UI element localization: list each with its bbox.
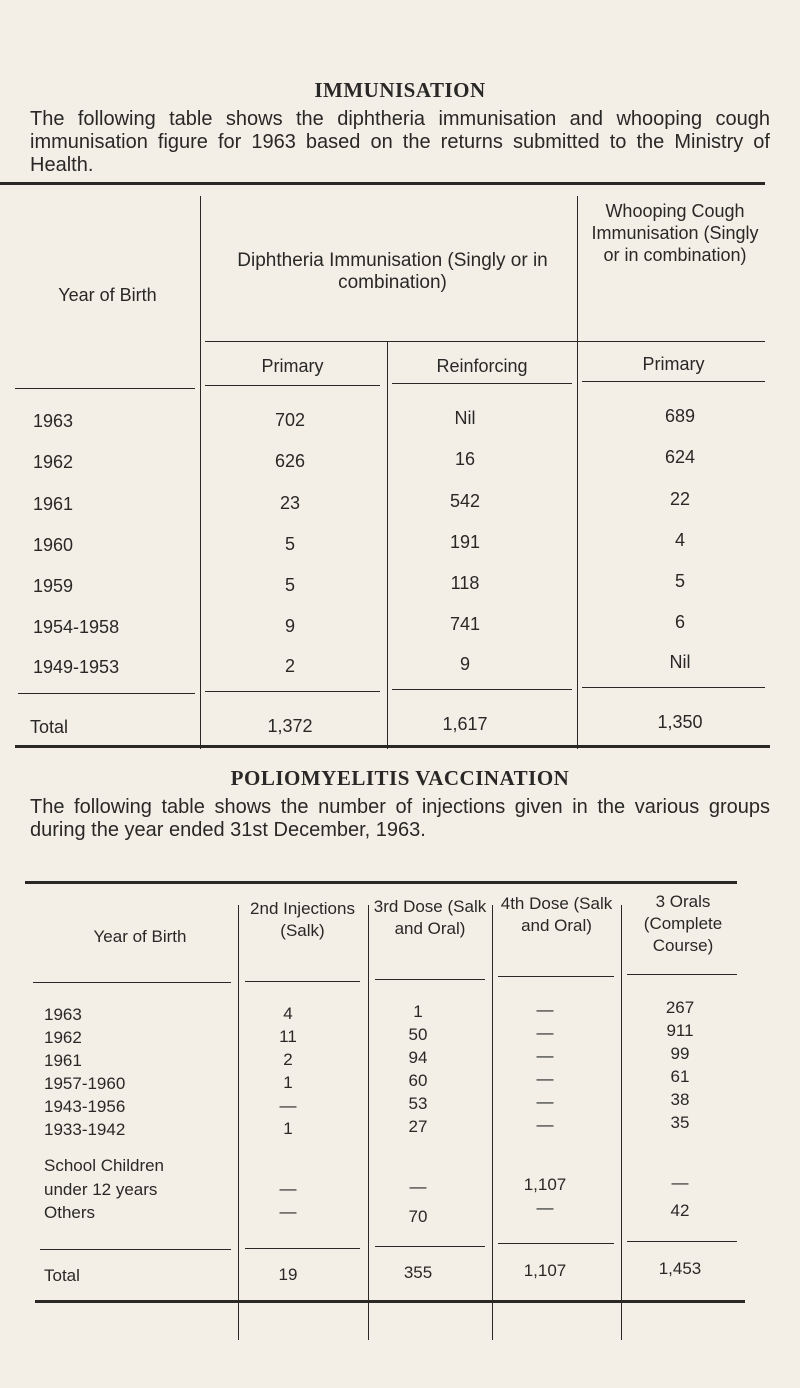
header-bottom-rule	[498, 976, 614, 977]
fourth-cell: —	[536, 1115, 554, 1134]
year-cell: School Children	[44, 1156, 165, 1175]
fourth-cell: 1,107	[523, 1175, 567, 1194]
year-cell: 1962	[44, 1028, 82, 1047]
year-cell: 1949-1953	[33, 657, 120, 677]
fourth-cell: —	[536, 1046, 554, 1065]
fourth-cell: —	[536, 1000, 554, 1019]
third-cell: 94	[408, 1048, 428, 1067]
orals-cell: 267	[665, 998, 695, 1017]
second-cell: —	[279, 1096, 297, 1115]
header-bottom-rule	[627, 974, 737, 975]
second-cell: —	[279, 1202, 297, 1221]
polio-intro: The following table shows the number of injections given in the various groups during the year ended 31st December, 1963.	[30, 796, 770, 841]
third-cell: 53	[408, 1094, 428, 1113]
total-primary: 1,372	[267, 716, 313, 736]
primary-cell: 5	[284, 575, 295, 595]
orals-cell: 99	[670, 1044, 690, 1063]
orals-cell: 38	[670, 1090, 690, 1109]
second-cell: 1	[283, 1119, 293, 1138]
column-divider	[200, 196, 201, 749]
header-bottom-rule	[15, 388, 195, 389]
total-rule	[18, 693, 195, 694]
year-cell: 1957-1960	[44, 1074, 126, 1093]
orals-cell: 42	[670, 1201, 690, 1220]
header-subrule	[205, 341, 765, 342]
header-whooping-cough: Whooping Cough Immunisation (Singly or in combination)	[591, 201, 759, 265]
reinforcing-cell: 741	[449, 614, 481, 634]
immunisation-intro: The following table shows the diphtheria immunisation and whooping cough immunisation figure for 1963 based on the returns submitted to the Ministry of Health.	[30, 108, 770, 176]
reinforcing-cell: 118	[450, 573, 480, 593]
whooping-cell: Nil	[669, 652, 691, 672]
primary-cell: 23	[279, 493, 301, 513]
third-cell: 1	[413, 1002, 423, 1021]
total-rule	[582, 687, 765, 688]
whooping-cell: 6	[674, 612, 685, 632]
third-cell: 70	[408, 1207, 428, 1226]
whooping-cell: 689	[664, 406, 696, 426]
column-divider	[492, 905, 493, 1340]
reinforcing-cell: Nil	[454, 408, 476, 428]
total-second: 19	[278, 1265, 298, 1284]
total-rule	[627, 1241, 737, 1242]
orals-cell: 61	[670, 1067, 690, 1086]
header-bottom-rule	[205, 385, 380, 386]
fourth-cell: —	[536, 1023, 554, 1042]
year-cell: 1963	[44, 1005, 82, 1024]
header-diphtheria: Diphtheria Immunisation (Singly or in combination)	[237, 250, 548, 293]
total-rule	[40, 1249, 231, 1250]
total-rule	[245, 1248, 360, 1249]
table-top-rule	[25, 881, 737, 884]
second-cell: —	[279, 1179, 297, 1198]
header-bottom-rule	[33, 982, 231, 983]
primary-cell: 5	[284, 534, 295, 554]
year-cell: Others	[44, 1203, 96, 1222]
whooping-cell: 22	[669, 489, 691, 509]
third-cell: —	[409, 1177, 427, 1196]
header-year-of-birth: Year of Birth	[93, 927, 187, 946]
third-cell: 50	[408, 1025, 428, 1044]
primary-cell: 2	[284, 656, 295, 676]
fourth-cell: —	[536, 1198, 554, 1217]
year-cell: under 12 years	[44, 1180, 158, 1199]
third-cell: 60	[408, 1071, 428, 1090]
reinforcing-cell: 191	[449, 532, 481, 552]
second-cell: 4	[283, 1004, 293, 1023]
second-cell: 11	[279, 1027, 297, 1046]
year-cell: 1960	[33, 535, 74, 555]
total-rule	[392, 689, 572, 690]
orals-cell: 35	[670, 1113, 690, 1132]
header-bottom-rule	[392, 383, 572, 384]
orals-cell: —	[671, 1173, 689, 1192]
total-rule	[375, 1246, 485, 1247]
whooping-cell: 5	[674, 571, 685, 591]
reinforcing-cell: 9	[459, 654, 470, 674]
orals-cell: 911	[666, 1021, 694, 1040]
primary-cell: 9	[284, 616, 295, 636]
column-divider	[368, 905, 369, 1340]
total-reinforcing: 1,617	[442, 714, 488, 734]
header-4th-dose: 4th Dose (Salk and Oral)	[500, 894, 613, 935]
fourth-cell: —	[536, 1069, 554, 1088]
third-cell: 27	[408, 1117, 428, 1136]
total-rule	[498, 1243, 614, 1244]
column-divider	[387, 342, 388, 749]
immunisation-title: IMMUNISATION	[314, 78, 486, 102]
header-primary: Primary	[261, 356, 324, 376]
column-divider	[238, 905, 239, 1340]
reinforcing-cell: 542	[449, 491, 481, 511]
total-label: Total	[44, 1266, 80, 1285]
year-cell: 1933-1942	[44, 1120, 126, 1139]
column-divider	[577, 196, 578, 749]
header-3rd-dose: 3rd Dose (Salk and Oral)	[373, 897, 487, 938]
year-cell: 1963	[33, 411, 74, 431]
primary-cell: 626	[274, 451, 306, 471]
total-rule	[205, 691, 380, 692]
header-2nd-injections: 2nd Injections (Salk)	[250, 899, 355, 940]
whooping-cell: 624	[664, 447, 696, 467]
whooping-cell: 4	[674, 530, 685, 550]
primary-cell: 702	[274, 410, 306, 430]
header-reinforcing: Reinforcing	[436, 356, 528, 376]
second-cell: 2	[283, 1050, 293, 1069]
total-orals: 1,453	[658, 1259, 702, 1278]
second-cell: 1	[283, 1073, 293, 1092]
year-cell: 1954-1958	[33, 617, 120, 637]
fourth-cell: —	[536, 1092, 554, 1111]
header-bottom-rule	[582, 381, 765, 382]
header-3-orals: 3 Orals (Complete Course)	[643, 892, 723, 955]
year-cell: 1961	[33, 494, 74, 514]
table-bottom-rule	[35, 1300, 745, 1303]
header-bottom-rule	[375, 979, 485, 980]
total-label: Total	[30, 717, 69, 737]
header-bottom-rule	[245, 981, 360, 982]
header-year-of-birth: Year of Birth	[58, 285, 157, 305]
table-bottom-rule	[15, 745, 770, 748]
year-cell: 1959	[33, 576, 74, 596]
total-fourth: 1,107	[523, 1261, 567, 1280]
table-top-rule	[0, 182, 765, 185]
year-cell: 1943-1956	[44, 1097, 126, 1116]
reinforcing-cell: 16	[454, 449, 476, 469]
total-third: 355	[403, 1263, 433, 1282]
header-whooping-primary: Primary	[642, 354, 705, 374]
year-cell: 1962	[33, 452, 74, 472]
year-cell: 1961	[44, 1051, 82, 1070]
polio-title: POLIOMYELITIS VACCINATION	[230, 766, 570, 790]
total-whooping: 1,350	[657, 712, 703, 732]
column-divider	[621, 905, 622, 1340]
